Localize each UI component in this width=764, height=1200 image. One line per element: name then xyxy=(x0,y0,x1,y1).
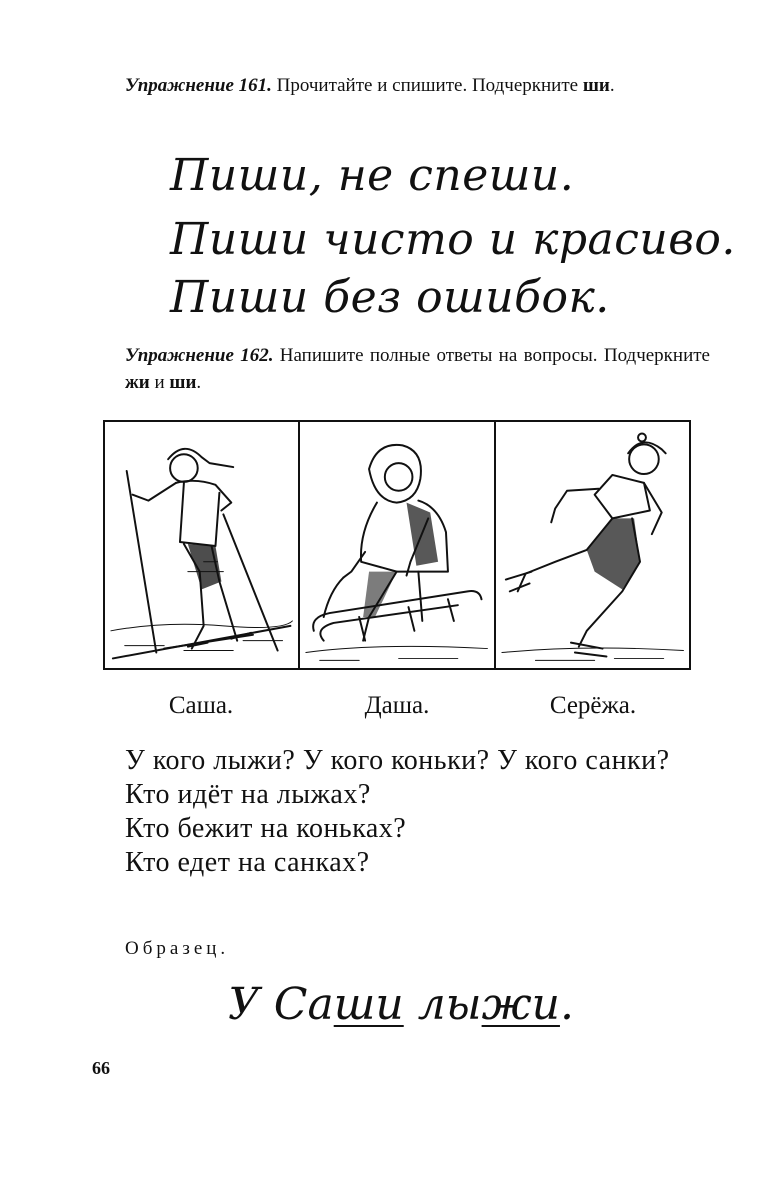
sledder-icon xyxy=(300,422,493,668)
question-1: У кого лыжи? У кого коньки? У кого санки? xyxy=(125,745,670,776)
exercise-162-text-a: Напишите полные ответы на вопросы. Подчеркните xyxy=(273,345,710,366)
question-2: Кто идёт на лыжах? xyxy=(125,779,371,810)
cursive-line-1: Пиши, не спеши. xyxy=(170,150,575,201)
caption-dasha: Даша. xyxy=(364,692,430,719)
skater-icon xyxy=(496,422,689,668)
sample-end: . xyxy=(559,979,574,1030)
sample-cursive xyxy=(228,975,574,1035)
picture-panels xyxy=(103,420,691,670)
sample-word-1: У xyxy=(228,979,260,1030)
questions-block xyxy=(125,744,710,880)
sample-label: Образец. xyxy=(125,938,230,959)
exercise-162 xyxy=(125,342,710,396)
exercise-161-text-a: Прочитайте и спишите. Подчеркните xyxy=(271,75,583,96)
sample-word-2a: Са xyxy=(273,979,334,1030)
cursive-line-3: Пиши без ошибок. xyxy=(170,272,610,323)
exercise-161-bold: ши xyxy=(582,75,610,96)
caption-seryozha: Серёжа. xyxy=(549,692,637,719)
skater-illustration xyxy=(494,422,689,668)
exercise-162-text-mid: и xyxy=(149,372,170,393)
caption-sasha: Саша. xyxy=(168,692,234,719)
sample-word-3b-underlined: жи xyxy=(481,979,560,1030)
exercise-162-bold-2: ши xyxy=(169,372,197,393)
exercise-162-title: Упражнение 162. xyxy=(125,345,274,366)
exercise-162-bold-1: жи xyxy=(125,372,150,393)
exercise-161 xyxy=(125,72,710,99)
sledder-illustration xyxy=(298,422,493,668)
exercise-161-title: Упражнение 161. xyxy=(125,75,272,96)
exercise-161-text-b: . xyxy=(609,75,615,96)
question-4: Кто едет на санках? xyxy=(125,847,370,878)
page-number: 66 xyxy=(92,1058,110,1078)
cursive-line-2: Пиши чисто и красиво. xyxy=(170,214,736,265)
picture-captions xyxy=(103,690,691,722)
sample-word-3a: лы xyxy=(417,979,482,1030)
skier-illustration xyxy=(105,422,298,668)
skier-icon xyxy=(105,422,298,668)
exercise-162-text-b: . xyxy=(196,372,202,393)
sample-word-2b-underlined: ши xyxy=(333,979,404,1030)
question-3: Кто бежит на коньках? xyxy=(125,813,407,844)
